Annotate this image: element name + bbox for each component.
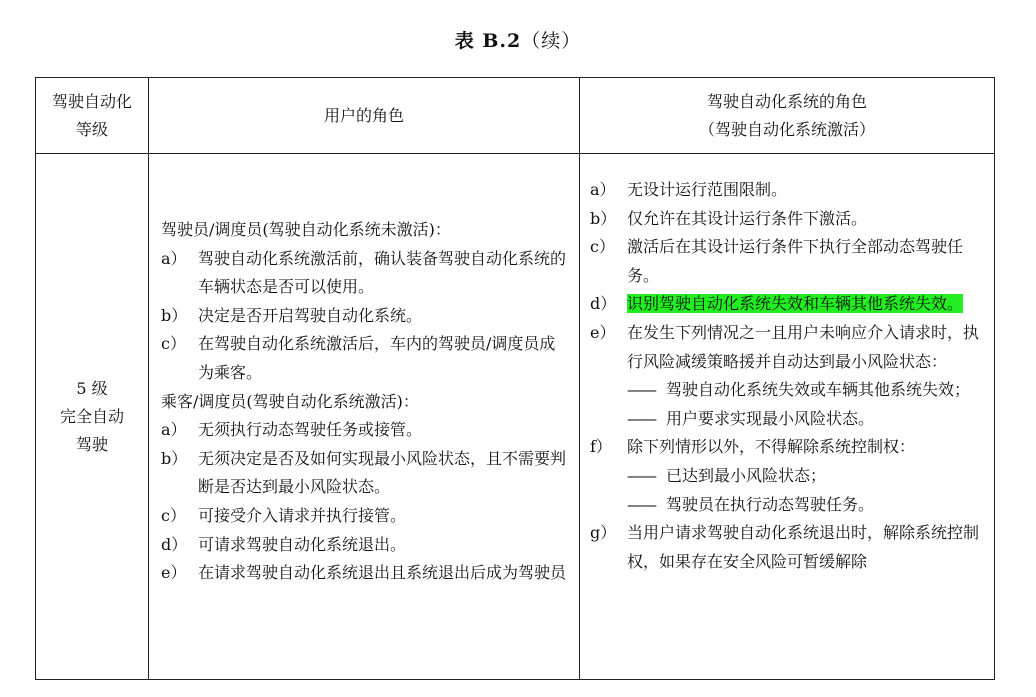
table-caption	[0, 26, 1036, 53]
list-item	[590, 233, 984, 290]
table-header-row	[36, 78, 995, 154]
list-marker: e）	[590, 322, 616, 342]
list-marker: d）	[590, 294, 617, 314]
list-item-text: 当用户请求驾驶自动化系统退出时，解除系统控制权，如果存在安全风险可暂缓解除	[627, 523, 980, 571]
list-item-text: 激活后在其设计运行条件下执行全部动态驾驶任务。	[627, 237, 964, 285]
header-user-role	[149, 78, 580, 154]
header-level-line1: 驾驶自动化	[51, 91, 132, 111]
list-item	[161, 416, 569, 445]
list-item	[161, 559, 569, 588]
list-item-text: 可接受介入请求并执行接管。	[198, 505, 407, 525]
list-item-text: 决定是否开启驾驶自动化系统。	[198, 305, 423, 325]
list-item-text: 无设计运行范围限制。	[627, 180, 788, 199]
list-marker: b）	[161, 305, 188, 325]
list-item	[590, 519, 984, 576]
list-marker: c）	[590, 237, 615, 257]
list-item	[590, 433, 984, 462]
user-group-passenger-title: 乘客/调度员(驾驶自动化系统激活)：	[161, 391, 419, 411]
list-item	[161, 445, 569, 502]
level-line1: 5 级	[76, 378, 108, 398]
list-marker: b）	[590, 208, 617, 228]
dash-item	[590, 376, 984, 405]
dash-marker: ——	[627, 494, 655, 514]
list-marker: e）	[161, 563, 187, 583]
list-item	[590, 176, 984, 205]
list-item-text: 在驾驶自动化系统激活后，车内的驾驶员/调度员成为乘客。	[198, 334, 556, 382]
list-item-text: 可请求驾驶自动化系统退出。	[198, 534, 407, 554]
table-row-level-5	[36, 154, 995, 680]
automation-role-table	[35, 77, 995, 680]
list-item-text: 仅允许在其设计运行条件下激活。	[627, 208, 868, 228]
header-level	[36, 78, 149, 154]
dash-marker: ——	[627, 380, 655, 400]
list-marker: a）	[161, 248, 187, 268]
list-item	[161, 302, 569, 331]
list-item-text: 无须执行动态驾驶任务或接管。	[198, 420, 423, 440]
level-line3: 驾驶	[75, 434, 108, 454]
list-item	[161, 502, 569, 531]
list-item	[590, 205, 984, 234]
header-system-role	[580, 78, 995, 154]
list-marker: g）	[590, 523, 617, 543]
list-item-text: 驾驶自动化系统激活前，确认装备驾驶自动化系统的车辆状态是否可以使用。	[198, 248, 567, 297]
user-role-cell	[149, 154, 580, 680]
list-item-text: 在发生下列情况之一且用户未响应介入请求时，执行风险减缓策略援并自动达到最小风险状态：	[627, 322, 980, 371]
dash-marker: ——	[627, 465, 655, 485]
list-item	[161, 531, 569, 560]
list-item	[161, 330, 569, 387]
list-marker: a）	[161, 420, 187, 440]
header-user-role-text: 用户的角色	[323, 105, 404, 125]
dash-item	[590, 462, 984, 491]
table-title: 表 B.2	[454, 30, 522, 52]
list-item	[161, 245, 569, 302]
dash-item-text: 用户要求实现最小风险状态。	[666, 408, 875, 428]
list-item-text: 除下列情形以外，不得解除系统控制权：	[627, 437, 916, 457]
level-cell	[36, 154, 149, 680]
list-item-text: 在请求驾驶自动化系统退出且系统退出后成为驾驶员	[198, 563, 567, 583]
dash-marker: ——	[627, 408, 655, 428]
list-marker: b）	[161, 448, 188, 468]
dash-item	[590, 405, 984, 434]
list-item	[590, 290, 984, 319]
dash-item-text: 驾驶自动化系统失效或车辆其他系统失效；	[666, 380, 971, 400]
list-item-text: 无须决定是否及如何实现最小风险状态，且不需要判断是否达到最小风险状态。	[198, 448, 567, 497]
level-line2: 完全自动	[59, 406, 124, 426]
list-marker: c）	[161, 334, 186, 354]
header-level-line2: 等级	[75, 119, 108, 139]
user-group-driver-title: 驾驶员/调度员(驾驶自动化系统未激活)：	[161, 220, 451, 239]
dash-item-text: 已达到最小风险状态；	[666, 465, 827, 485]
dash-item	[590, 491, 984, 520]
system-role-cell	[580, 154, 995, 680]
list-marker: d）	[161, 534, 188, 554]
list-marker: f）	[590, 437, 612, 457]
table-continued-label: （续）	[521, 30, 582, 52]
header-system-role-line2: （驾驶自动化系统激活）	[698, 119, 875, 139]
list-item	[590, 319, 984, 376]
list-marker: a）	[590, 180, 616, 199]
header-system-role-line1: 驾驶自动化系统的角色	[706, 91, 867, 111]
list-marker: c）	[161, 505, 186, 525]
dash-item-text: 驾驶员在执行动态驾驶任务。	[666, 494, 875, 514]
highlighted-text: 识别驾驶自动化系统失效和车辆其他系统失效。	[627, 294, 964, 314]
